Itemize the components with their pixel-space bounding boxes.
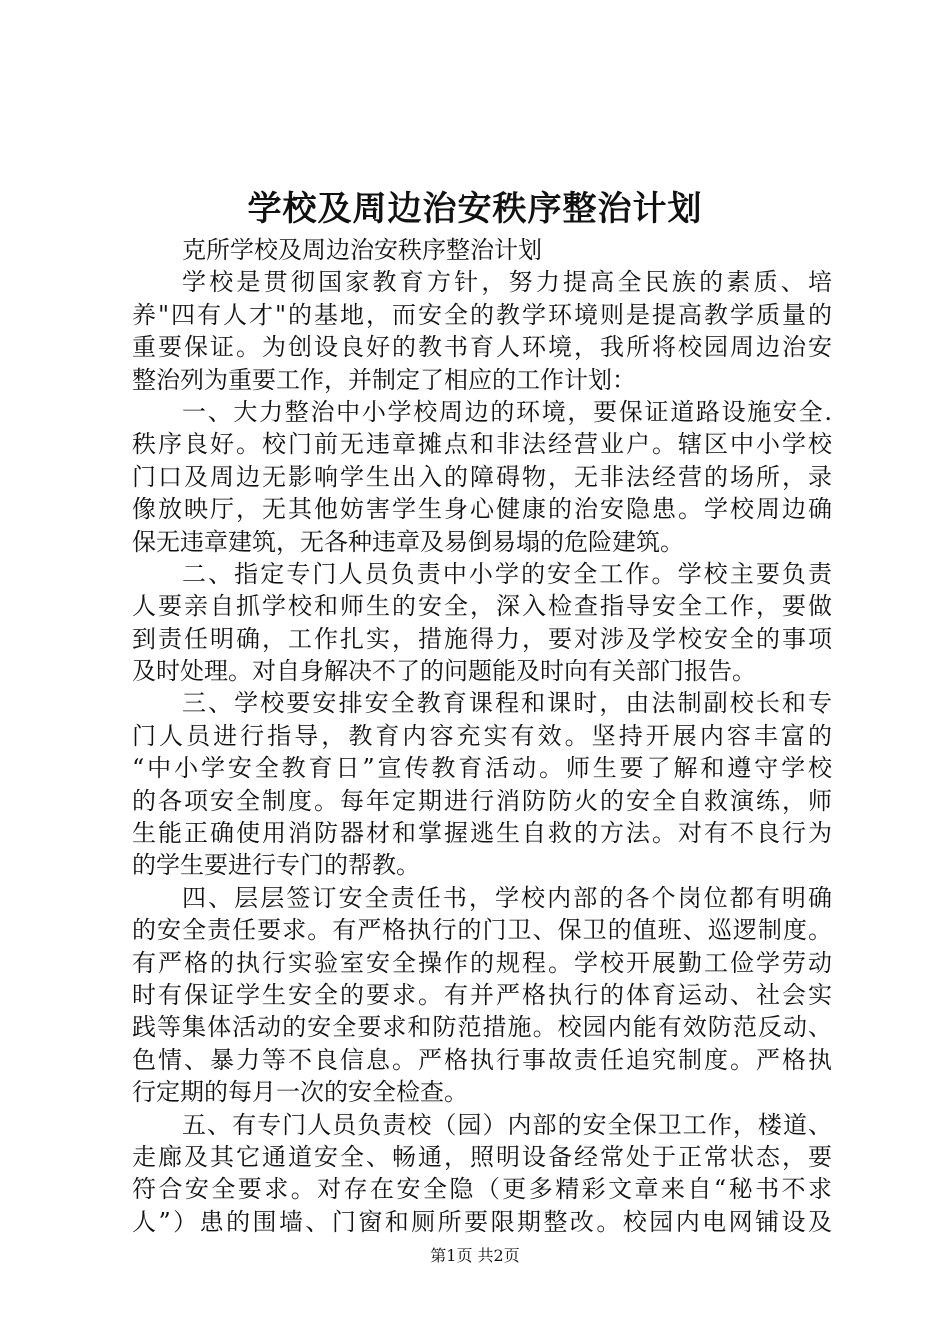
paragraph-line: 走廊及其它通道安全、畅通，照明设备经常处于正常状态，要 [132,1142,832,1171]
paragraph-line: 保无违章建筑，无各种违章及易倒易塌的危险建筑。 [132,527,684,556]
paragraph-line: 门人员进行指导，教育内容充实有效。坚持开展内容丰富的 [132,721,832,750]
paragraph-line: 人要亲自抓学校和师生的安全，深入检查指导安全工作，要做 [132,592,832,621]
paragraph-line: 整治列为重要工作，并制定了相应的工作计划： [132,365,636,394]
document-title: 学校及周边治安秩序整治计划 [247,189,703,229]
paragraph-line: 重要保证。为创设良好的教书育人环境，我所将校园周边治安 [132,333,832,362]
paragraph-line: 三、学校要安排安全教育课程和课时，由法制副校长和专 [182,689,832,718]
paragraph-line: 色情、暴力等不良信息。严格执行事故责任追究制度。严格执 [132,1045,832,1074]
paragraph-line: 行定期的每月一次的安全检查。 [132,1078,468,1107]
paragraph-line: 门口及周边无影响学生出入的障碍物，无非法经营的场所，录 [132,462,832,491]
subtitle-line: 克所学校及周边治安秩序整治计划 [182,236,542,264]
paragraph-line: 时有保证学生安全的要求。有并严格执行的体育运动、社会实 [132,980,832,1009]
paragraph-line: 学校是贯彻国家教育方针，努力提高全民族的素质、培 [182,268,832,297]
page-number: 第1页 共2页 [430,1246,520,1265]
paragraph-line: 符合安全要求。对存在安全隐（更多精彩文章来自“秘书不求 [132,1175,832,1204]
paragraph-line: 的学生要进行专门的帮教。 [132,851,420,880]
paragraph-line: 像放映厅，无其他妨害学生身心健康的治安隐患。学校周边确 [132,495,832,524]
paragraph-line: 一、大力整治中小学校周边的环境，要保证道路设施安全. [182,397,832,426]
paragraph-line: 到责任明确，工作扎实，措施得力，要对涉及学校安全的事项 [132,624,832,653]
paragraph-line: 生能正确使用消防器材和掌握逃生自救的方法。对有不良行为 [132,819,832,848]
paragraph-line: 及时处理。对自身解决不了的问题能及时向有关部门报告。 [132,657,756,686]
paragraph-line: 的安全责任要求。有严格执行的门卫、保卫的值班、巡逻制度。 [132,916,832,945]
paragraph-line: 四、层层签订安全责任书，学校内部的各个岗位都有明确 [182,883,832,912]
paragraph-line: 五、有专门人员负责校（园）内部的安全保卫工作，楼道、 [182,1110,832,1139]
paragraph-line: “中小学安全教育日”宣传教育活动。师生要了解和遵守学校 [132,754,832,783]
paragraph-line: 人”）患的围墙、门窗和厕所要限期整改。校园内电网铺设及 [132,1207,832,1236]
paragraph-line: 的各项安全制度。每年定期进行消防防火的安全自救演练，师 [132,786,832,815]
paragraph-line: 践等集体活动的安全要求和防范措施。校园内能有效防范反动、 [132,1013,832,1042]
document-body [132,234,832,1238]
paragraph-line: 二、指定专门人员负责中小学的安全工作。学校主要负责 [182,559,832,588]
paragraph-line: 养"四有人才"的基地，而安全的教学环境则是提高教学质量的 [132,300,832,329]
paragraph-line: 秩序良好。校门前无违章摊点和非法经营业户。辖区中小学校 [132,430,832,459]
paragraph-line: 有严格的执行实验室安全操作的规程。学校开展勤工俭学劳动 [132,948,832,977]
